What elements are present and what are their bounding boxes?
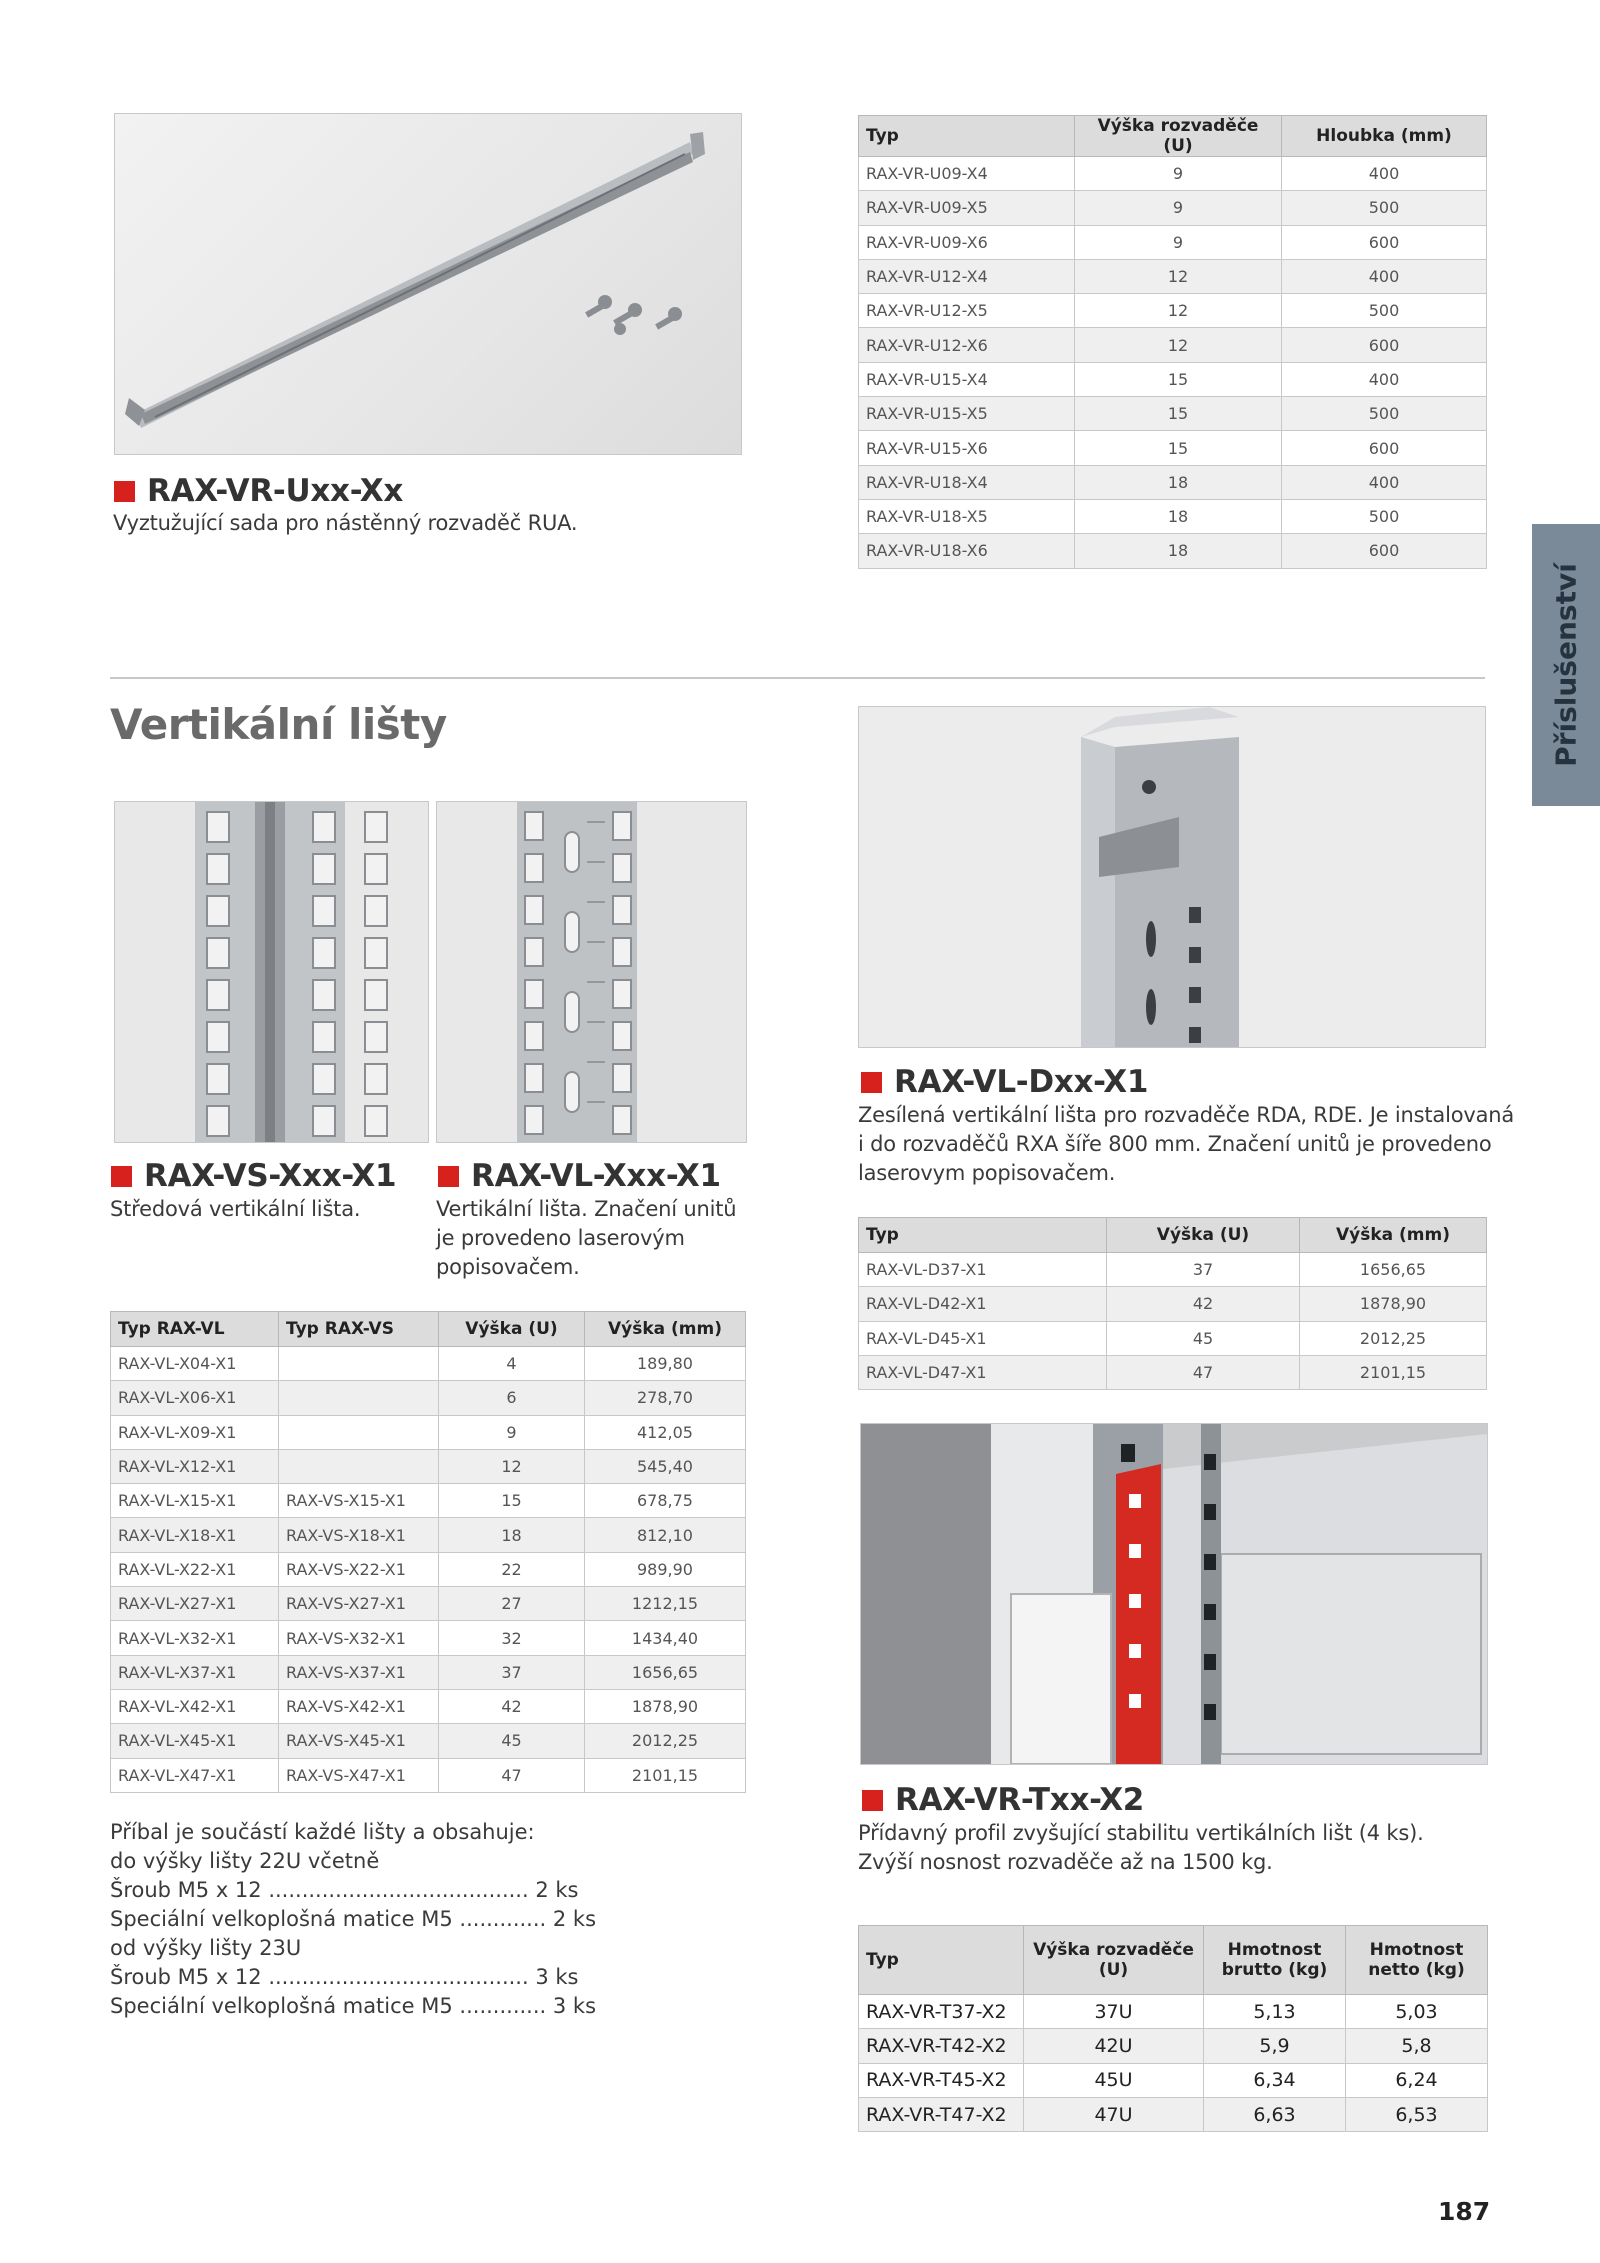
red-square-icon	[438, 1166, 459, 1187]
rax-vs-description: Středová vertikální lišta.	[110, 1197, 361, 1221]
table-cell: RAX-VR-U09-X4	[859, 157, 1075, 191]
table-row	[111, 1724, 746, 1758]
table-cell: RAX-VS-X15-X1	[279, 1484, 439, 1518]
table-cell: RAX-VL-X27-X1	[111, 1587, 279, 1621]
table-cell: RAX-VS-X22-X1	[279, 1552, 439, 1586]
table-cell: 9	[1075, 191, 1282, 225]
table-cell: 600	[1282, 328, 1487, 362]
side-tab: Příslušenství	[1532, 524, 1600, 806]
table-cell: 1878,90	[585, 1689, 746, 1723]
table-cell: 45U	[1024, 2063, 1204, 2097]
table-cell: 5,9	[1204, 2029, 1346, 2063]
rax-vr-t-title: RAX-VR-Txx-X2	[862, 1782, 1144, 1818]
table-row	[859, 431, 1487, 465]
table-cell: 2012,25	[1300, 1321, 1487, 1355]
table-cell: 989,90	[585, 1552, 746, 1586]
table-cell: RAX-VS-X18-X1	[279, 1518, 439, 1552]
table-cell: 12	[1075, 328, 1282, 362]
table-cell: 1434,40	[585, 1621, 746, 1655]
red-square-icon	[862, 1790, 883, 1811]
table-cell: RAX-VL-D47-X1	[859, 1355, 1107, 1389]
rax-vl-product-image	[436, 801, 747, 1143]
table-cell: RAX-VS-X37-X1	[279, 1655, 439, 1689]
table-cell: RAX-VR-U18-X6	[859, 534, 1075, 568]
table-cell: RAX-VS-X32-X1	[279, 1621, 439, 1655]
table-row	[111, 1587, 746, 1621]
table-cell: RAX-VR-T37-X2	[859, 1995, 1024, 2029]
table-row	[859, 1287, 1487, 1321]
vl-vs-table	[110, 1311, 746, 1793]
table-cell: 15	[1075, 431, 1282, 465]
table-cell: 545,40	[585, 1449, 746, 1483]
table-cell: RAX-VR-U12-X4	[859, 259, 1075, 293]
table-cell: 400	[1282, 157, 1487, 191]
vl-rail-illustration	[437, 802, 746, 1142]
table-header: Hloubka (mm)	[1282, 116, 1487, 157]
table-cell: RAX-VL-X18-X1	[111, 1518, 279, 1552]
table-cell: RAX-VL-D42-X1	[859, 1287, 1107, 1321]
table-cell: 600	[1282, 534, 1487, 568]
rax-vl-d-description: Zesílená vertikální lišta pro rozvaděče RDA, RDE. Je instalovaná i do rozvaděčů RXA šíře 800 mm. Značení unitů je provedeno laserovym popisovačem.	[858, 1103, 1515, 1185]
table-cell: RAX-VL-X32-X1	[111, 1621, 279, 1655]
table-cell: RAX-VS-X42-X1	[279, 1689, 439, 1723]
table-cell: 2101,15	[585, 1758, 746, 1792]
table-header: Výška (U)	[439, 1312, 585, 1347]
table-row	[859, 157, 1487, 191]
table-row	[111, 1347, 746, 1381]
table-header: Typ	[859, 1926, 1024, 1995]
table-cell: RAX-VS-X47-X1	[279, 1758, 439, 1792]
table-row	[859, 534, 1487, 568]
table-cell: RAX-VR-U15-X4	[859, 362, 1075, 396]
vr-t-rail-illustration	[861, 1424, 1487, 1764]
table-header: Typ RAX-VL	[111, 1312, 279, 1347]
table-cell: 5,13	[1204, 1995, 1346, 2029]
table-cell: RAX-VR-T47-X2	[859, 2097, 1024, 2131]
table-row	[859, 294, 1487, 328]
table-row	[111, 1449, 746, 1483]
table-cell: 1656,65	[585, 1655, 746, 1689]
table-cell: RAX-VL-X22-X1	[111, 1552, 279, 1586]
page-number: 187	[1438, 2197, 1491, 2226]
red-square-icon	[111, 1166, 132, 1187]
rax-vs-title: RAX-VS-Xxx-X1	[111, 1158, 396, 1194]
table-cell: 1878,90	[1300, 1287, 1487, 1321]
table-cell: 812,10	[585, 1518, 746, 1552]
table-row	[111, 1655, 746, 1689]
table-row	[111, 1415, 746, 1449]
rax-vr-u-product-image	[114, 113, 742, 455]
table-row	[859, 1995, 1488, 2029]
table-cell: 6,63	[1204, 2097, 1346, 2131]
rax-vl-d-table-body	[859, 1253, 1487, 1390]
screws-illustration	[585, 295, 682, 335]
section-divider	[110, 677, 1485, 679]
table-cell: RAX-VR-T42-X2	[859, 2029, 1024, 2063]
vl-vs-table-body	[111, 1347, 746, 1793]
table-cell: 9	[1075, 157, 1282, 191]
table-cell: RAX-VR-U15-X6	[859, 431, 1075, 465]
table-row	[859, 1321, 1487, 1355]
table-row	[859, 465, 1487, 499]
table-cell: 12	[1075, 259, 1282, 293]
table-cell: 47U	[1024, 2097, 1204, 2131]
table-cell	[279, 1381, 439, 1415]
rax-vl-description: Vertikální lišta. Značení unitů je provedeno laserovým popisovačem.	[436, 1197, 737, 1279]
table-cell: 5,03	[1346, 1995, 1488, 2029]
table-cell	[279, 1347, 439, 1381]
table-cell: 9	[1075, 225, 1282, 259]
table-cell: 4	[439, 1347, 585, 1381]
table-cell: RAX-VR-U09-X6	[859, 225, 1075, 259]
table-cell: 37	[1107, 1253, 1300, 1287]
table-cell: RAX-VL-X06-X1	[111, 1381, 279, 1415]
table-cell: 12	[1075, 294, 1282, 328]
rax-vr-u-description: Vyztužující sada pro nástěnný rozvaděč RUA.	[113, 511, 578, 535]
table-cell: 9	[439, 1415, 585, 1449]
table-cell: 5,8	[1346, 2029, 1488, 2063]
table-cell: 189,80	[585, 1347, 746, 1381]
table-cell: 37U	[1024, 1995, 1204, 2029]
table-cell: RAX-VR-U09-X5	[859, 191, 1075, 225]
table-cell: 15	[1075, 397, 1282, 431]
table-cell: 15	[439, 1484, 585, 1518]
rax-vl-d-table	[858, 1217, 1487, 1390]
table-row	[111, 1518, 746, 1552]
rail-illustration	[115, 114, 741, 454]
table-cell: 42	[439, 1689, 585, 1723]
table-cell: 15	[1075, 362, 1282, 396]
table-cell: 600	[1282, 225, 1487, 259]
table-cell: RAX-VL-X15-X1	[111, 1484, 279, 1518]
table-cell: 32	[439, 1621, 585, 1655]
rax-vl-title: RAX-VL-Xxx-X1	[438, 1158, 721, 1194]
table-row	[859, 2063, 1488, 2097]
table-row	[859, 2029, 1488, 2063]
table-cell: RAX-VL-D45-X1	[859, 1321, 1107, 1355]
table-header: Typ RAX-VS	[279, 1312, 439, 1347]
table-cell: 400	[1282, 465, 1487, 499]
table-cell: RAX-VL-X04-X1	[111, 1347, 279, 1381]
table-row	[111, 1484, 746, 1518]
red-square-icon	[114, 481, 135, 502]
table-row	[859, 225, 1487, 259]
table-row	[111, 1552, 746, 1586]
table-header: Výška (U)	[1107, 1218, 1300, 1253]
table-cell: RAX-VS-X45-X1	[279, 1724, 439, 1758]
table-cell: 400	[1282, 362, 1487, 396]
table-row	[859, 2097, 1488, 2131]
table-cell	[279, 1449, 439, 1483]
table-row	[859, 191, 1487, 225]
table-cell: 1656,65	[1300, 1253, 1487, 1287]
rax-vr-t-table	[858, 1925, 1488, 2132]
table-cell: 18	[1075, 465, 1282, 499]
table-cell: 37	[439, 1655, 585, 1689]
table-cell: 678,75	[585, 1484, 746, 1518]
table-cell: RAX-VR-U18-X4	[859, 465, 1075, 499]
table-cell: 45	[1107, 1321, 1300, 1355]
table-row	[859, 1253, 1487, 1287]
section-title: Vertikální lišty	[110, 700, 447, 749]
table-cell: 42	[1107, 1287, 1300, 1321]
rax-vs-product-image	[114, 801, 429, 1143]
table-cell: 2101,15	[1300, 1355, 1487, 1389]
table-cell: 500	[1282, 499, 1487, 533]
table-cell: 6,34	[1204, 2063, 1346, 2097]
table-cell: 1212,15	[585, 1587, 746, 1621]
table-header: Výška rozvaděče (U)	[1024, 1926, 1204, 1995]
vl-d-rail-illustration	[859, 707, 1485, 1047]
table-cell: 12	[439, 1449, 585, 1483]
table-cell: RAX-VR-T45-X2	[859, 2063, 1024, 2097]
table-cell: 278,70	[585, 1381, 746, 1415]
table-cell: 45	[439, 1724, 585, 1758]
table-cell: 6,24	[1346, 2063, 1488, 2097]
table-cell: 42U	[1024, 2029, 1204, 2063]
table-cell: 18	[439, 1518, 585, 1552]
table-cell: 500	[1282, 191, 1487, 225]
table-cell: 6	[439, 1381, 585, 1415]
table-cell: 412,05	[585, 1415, 746, 1449]
table-row	[111, 1621, 746, 1655]
table-cell: RAX-VL-X47-X1	[111, 1758, 279, 1792]
table-cell: RAX-VS-X27-X1	[279, 1587, 439, 1621]
table-header: Typ	[859, 1218, 1107, 1253]
rax-vr-u-table-body	[859, 157, 1487, 569]
table-cell: RAX-VR-U18-X5	[859, 499, 1075, 533]
table-cell: 6,53	[1346, 2097, 1488, 2131]
table-cell: RAX-VL-D37-X1	[859, 1253, 1107, 1287]
table-cell: RAX-VR-U12-X6	[859, 328, 1075, 362]
table-cell: 47	[1107, 1355, 1300, 1389]
table-header: Hmotnost brutto (kg)	[1204, 1926, 1346, 1995]
table-cell: 2012,25	[585, 1724, 746, 1758]
table-cell: 27	[439, 1587, 585, 1621]
table-header: Hmotnost netto (kg)	[1346, 1926, 1488, 1995]
table-cell: RAX-VR-U12-X5	[859, 294, 1075, 328]
vs-rail-illustration	[115, 802, 428, 1142]
rax-vr-t-description: Přídavný profil zvyšující stabilitu vertikálních lišt (4 ks). Zvýší nosnost rozvaděče až na 1500 kg.	[858, 1821, 1424, 1874]
table-row	[111, 1689, 746, 1723]
table-cell: 18	[1075, 534, 1282, 568]
table-cell: 22	[439, 1552, 585, 1586]
table-cell: RAX-VL-X45-X1	[111, 1724, 279, 1758]
table-cell: RAX-VL-X37-X1	[111, 1655, 279, 1689]
table-cell: 47	[439, 1758, 585, 1792]
table-cell: 500	[1282, 397, 1487, 431]
kit-contents-text: Příbal je součástí každé lišty a obsahuje: do výšky lišty 22U včetně Šroub M5 x 12 ....................................... 2 ks Speciální velkoplošná matice M5 ............. 2 ks od výšky lišty 23U Šroub M5 x 12 ....................................... 3 ks Speciální velkoplošná matice M5 ............. 3 ks	[110, 1820, 597, 2018]
table-row	[859, 328, 1487, 362]
table-header: Výška rozvaděče (U)	[1075, 116, 1282, 157]
rax-vr-u-table	[858, 115, 1487, 569]
table-row	[859, 499, 1487, 533]
table-row	[859, 259, 1487, 293]
red-square-icon	[861, 1072, 882, 1093]
rax-vl-d-title: RAX-VL-Dxx-X1	[861, 1064, 1148, 1100]
table-cell: RAX-VL-X09-X1	[111, 1415, 279, 1449]
table-header: Výška (mm)	[585, 1312, 746, 1347]
table-cell: RAX-VL-X42-X1	[111, 1689, 279, 1723]
table-cell: RAX-VR-U15-X5	[859, 397, 1075, 431]
rax-vl-d-product-image	[858, 706, 1486, 1048]
table-header: Výška (mm)	[1300, 1218, 1487, 1253]
table-row	[859, 362, 1487, 396]
table-row	[859, 397, 1487, 431]
table-cell: 600	[1282, 431, 1487, 465]
table-cell: 18	[1075, 499, 1282, 533]
table-cell: 400	[1282, 259, 1487, 293]
table-row	[859, 1355, 1487, 1389]
rax-vr-t-product-image	[860, 1423, 1488, 1765]
table-cell	[279, 1415, 439, 1449]
table-cell: 500	[1282, 294, 1487, 328]
rax-vr-t-table-body	[859, 1995, 1488, 2132]
table-row	[111, 1758, 746, 1792]
table-row	[111, 1381, 746, 1415]
rax-vr-u-title: RAX-VR-Uxx-Xx	[114, 473, 403, 509]
table-cell: RAX-VL-X12-X1	[111, 1449, 279, 1483]
table-header: Typ	[859, 116, 1075, 157]
